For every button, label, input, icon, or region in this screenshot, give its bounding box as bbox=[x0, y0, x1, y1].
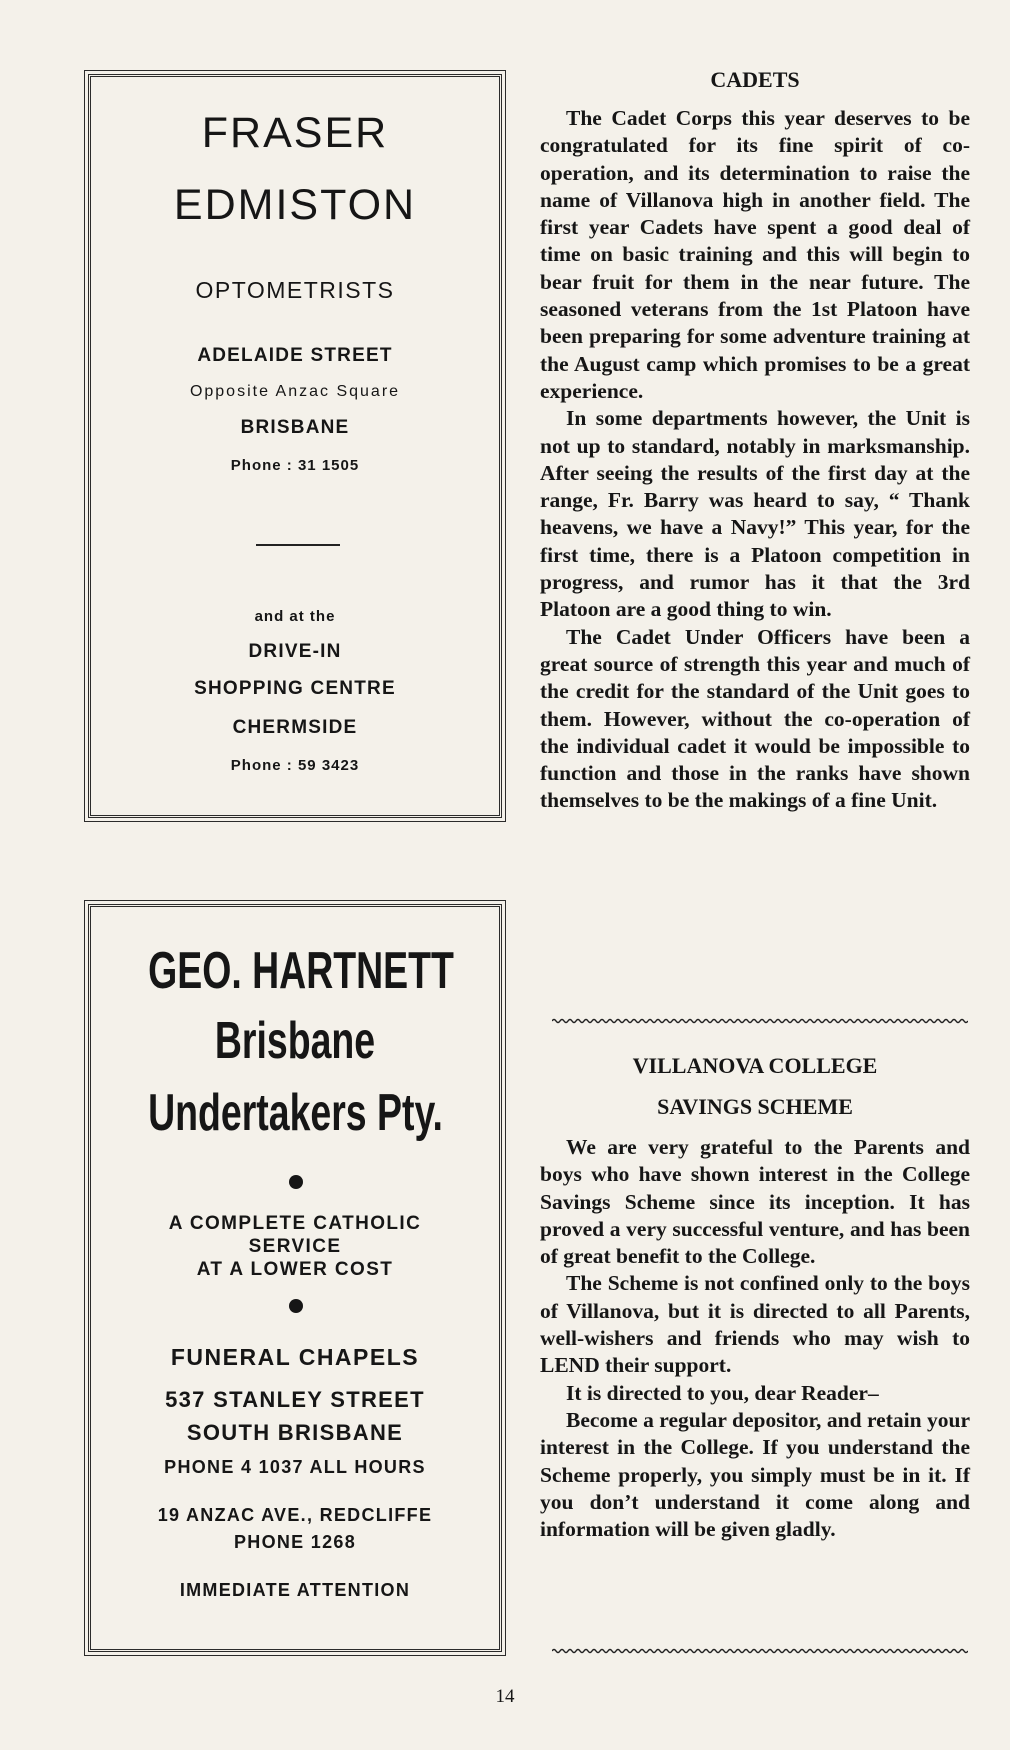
cadets-article bbox=[540, 66, 970, 815]
wavy-divider bbox=[552, 1016, 968, 1026]
ad-service-line2: SERVICE bbox=[248, 1236, 342, 1257]
savings-paragraph-3: It is directed to you, dear Reader– bbox=[566, 1380, 879, 1405]
savings-paragraph-1: We are very grateful to the Parents and boys who have shown interest in the College Savings Scheme since its inception. It has proved a very successful venture, and has been of great benefit to the College. bbox=[540, 1135, 970, 1269]
savings-paragraph-4: Become a regular depositor, and retain your interest in the College. If you understand the Scheme properly, you simply must be in it. If you don’t understand it come along and information will be given gladly. bbox=[540, 1407, 970, 1542]
ad-address1-line1: 537 STANLEY STREET bbox=[165, 1387, 425, 1412]
ad-divider bbox=[256, 544, 340, 546]
ad-service-line3: AT A LOWER COST bbox=[196, 1259, 394, 1280]
ad-heading-line3: Undertakers Pty. bbox=[148, 1084, 443, 1142]
hartnett-undertakers-advertisement bbox=[88, 904, 502, 1652]
ad-name-line1: FRASER bbox=[201, 109, 389, 157]
ad-address2-line3: CHERMSIDE bbox=[232, 717, 358, 738]
page-number: 14 bbox=[495, 1686, 515, 1707]
ad-address2-line1: DRIVE-IN bbox=[248, 641, 342, 662]
savings-scheme-article bbox=[540, 1052, 970, 1543]
savings-paragraph-2: The Scheme is not confined only to the boys of Villanova, but it is directed to all Parents, well-wishers and friends who may wish to LEND their support. bbox=[540, 1271, 970, 1378]
ad-chapels: FUNERAL CHAPELS bbox=[170, 1344, 420, 1370]
cadets-paragraph-3: The Cadet Under Officers have been a great source of strength this year and much of the credit for the standard of the Unit goes to them. However, without the co-operation of the individual cadet it would be impossible to function and those in the ranks have shown themselves to be the makings of a fine Unit. bbox=[540, 624, 970, 813]
ad-heading-line1: GEO. HARTNETT bbox=[148, 942, 454, 1000]
savings-title-line1: VILLANOVA COLLEGE bbox=[632, 1053, 878, 1078]
bullet-dot-icon bbox=[289, 1299, 303, 1313]
ad-also-at: and at the bbox=[254, 608, 336, 625]
ad-phone1: PHONE 4 1037 ALL HOURS bbox=[164, 1457, 426, 1477]
ad-heading-line2: Brisbane bbox=[214, 1012, 376, 1070]
ad-name-line2: EDMISTON bbox=[173, 181, 417, 229]
wavy-divider bbox=[552, 1646, 968, 1656]
ad-phone1: Phone : 31 1505 bbox=[230, 457, 360, 474]
ad-phone2: Phone : 59 3423 bbox=[230, 757, 360, 774]
ad-attention: IMMEDIATE ATTENTION bbox=[179, 1580, 411, 1600]
cadets-paragraph-2: In some departments however, the Unit is not up to standard, notably in marksmanship. After seeing the results of the first day at the range, Fr. Barry was heard to say, “ Thank heavens, we have a Navy!” This year, for the first time, there is a Platoon competition in progress, and rumor has it that the 3rd Platoon are a good thing to win. bbox=[540, 406, 970, 622]
ad-address1-line2: SOUTH BRISBANE bbox=[186, 1420, 404, 1445]
cadets-title: CADETS bbox=[710, 67, 800, 92]
ad-address2: 19 ANZAC AVE., REDCLIFFE bbox=[157, 1505, 433, 1525]
fraser-edmiston-advertisement bbox=[88, 74, 502, 818]
ad-phone2: PHONE 1268 bbox=[233, 1532, 357, 1552]
ad-profession: OPTOMETRISTS bbox=[195, 277, 395, 303]
ad-address1-city: BRISBANE bbox=[240, 417, 350, 438]
bullet-dot-icon bbox=[289, 1175, 303, 1189]
savings-title-line2: SAVINGS SCHEME bbox=[657, 1094, 853, 1119]
ad-address1-street: ADELAIDE STREET bbox=[197, 345, 393, 366]
ad-address1-landmark: Opposite Anzac Square bbox=[189, 383, 401, 400]
cadets-paragraph-1: The Cadet Corps this year deserves to be congratulated for its fine spirit of co-operation, and its determination to raise the name of Villanova high in another field. The first year Cadets have spent a good deal of time on basic training and this will begin to bear fruit for them in the near future. The seasoned veterans from the 1st Platoon have been preparing for some adventure training at the August camp which promises to be a great experience. bbox=[540, 106, 970, 403]
ad-service-line1: A COMPLETE CATHOLIC bbox=[168, 1213, 422, 1234]
ad-address2-line2: SHOPPING CENTRE bbox=[194, 678, 396, 699]
